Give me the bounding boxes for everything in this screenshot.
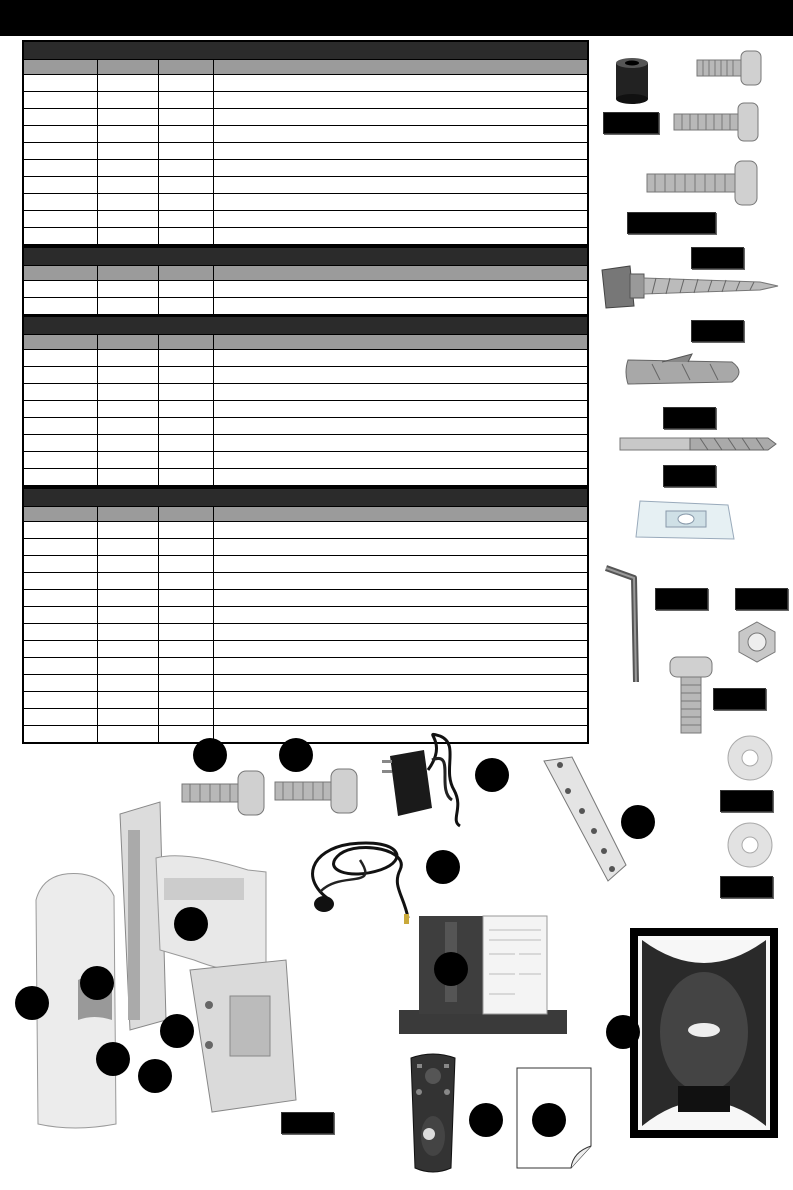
- table-row: [24, 211, 587, 228]
- table-title-bar: [24, 248, 587, 266]
- template-icon: [397, 910, 569, 1036]
- table-row: [24, 298, 587, 314]
- washer-icon: [725, 733, 775, 783]
- table-cell: [98, 726, 159, 742]
- table-cell: [214, 658, 587, 674]
- table-row: [24, 539, 587, 556]
- table-cell: [98, 418, 159, 434]
- table-cell: [98, 658, 159, 674]
- table-row: [24, 228, 587, 244]
- table-row: [24, 556, 587, 573]
- table-cell: [98, 539, 159, 555]
- callout-number: [532, 1103, 566, 1137]
- table-cell: [159, 228, 214, 244]
- table-cell: [159, 658, 214, 674]
- table-cell: [98, 211, 159, 227]
- table-cell: [159, 641, 214, 657]
- table-cell: [159, 75, 214, 91]
- callout-number: [15, 986, 49, 1020]
- table-cell: [214, 607, 587, 623]
- callout-number: [174, 907, 208, 941]
- table-cell: [214, 675, 587, 691]
- callout-number: [434, 952, 468, 986]
- table-cell: [159, 143, 214, 159]
- table-row: [24, 641, 587, 658]
- table-row: [24, 367, 587, 384]
- table-cell: [214, 228, 587, 244]
- table-cell: [214, 194, 587, 210]
- drill-bit-icon: [618, 432, 778, 456]
- table-cell: [159, 607, 214, 623]
- lag-bolt-icon: [600, 262, 780, 312]
- label-box: [603, 112, 659, 134]
- table-cell: [214, 281, 587, 297]
- table-cell: [24, 522, 98, 538]
- table-cell: [98, 367, 159, 383]
- label-box: [691, 320, 744, 342]
- table-row: [24, 709, 587, 726]
- table-cell: [159, 624, 214, 640]
- column-header-row: [24, 507, 587, 522]
- table-cell: [24, 692, 98, 708]
- callout-number: [193, 738, 227, 772]
- table-row: [24, 590, 587, 607]
- hex-key-icon: [600, 560, 650, 688]
- table-cell: [98, 75, 159, 91]
- table-cell: [214, 469, 587, 485]
- spacer-icon: [612, 55, 652, 105]
- parts-table-3: [22, 315, 589, 487]
- parts-table-2: [22, 246, 589, 316]
- table-row: [24, 75, 587, 92]
- table-cell: [159, 367, 214, 383]
- table-cell: [214, 539, 587, 555]
- table-cell: [24, 607, 98, 623]
- label-box: [720, 876, 773, 898]
- table-cell: [159, 160, 214, 176]
- column-header-cell: [98, 60, 159, 74]
- label-box: [627, 212, 716, 234]
- table-cell: [214, 143, 587, 159]
- table-cell: [24, 109, 98, 125]
- column-header-cell: [24, 507, 98, 521]
- label-box: [735, 588, 788, 610]
- table-cell: [98, 624, 159, 640]
- table-cell: [214, 624, 587, 640]
- column-header-cell: [24, 266, 98, 280]
- table-cell: [24, 211, 98, 227]
- table-cell: [24, 92, 98, 108]
- callout-number: [475, 758, 509, 792]
- poster-icon: [628, 926, 780, 1140]
- table-cell: [159, 177, 214, 193]
- table-cell: [24, 624, 98, 640]
- table-row: [24, 452, 587, 469]
- table-cell: [98, 281, 159, 297]
- table-cell: [214, 92, 587, 108]
- table-row: [24, 726, 587, 742]
- column-header-cell: [24, 335, 98, 349]
- column-header-cell: [214, 335, 587, 349]
- table-row: [24, 469, 587, 485]
- table-cell: [214, 522, 587, 538]
- table-row: [24, 109, 587, 126]
- table-cell: [24, 469, 98, 485]
- table-cell: [214, 418, 587, 434]
- table-cell: [24, 418, 98, 434]
- table-title-bar: [24, 317, 587, 335]
- table-title-bar: [24, 42, 587, 60]
- remote-control-icon: [403, 1050, 463, 1178]
- table-cell: [98, 452, 159, 468]
- table-cell: [159, 435, 214, 451]
- table-row: [24, 522, 587, 539]
- table-cell: [98, 469, 159, 485]
- column-header-cell: [159, 60, 214, 74]
- table-row: [24, 401, 587, 418]
- table-cell: [98, 641, 159, 657]
- column-header-cell: [98, 266, 159, 280]
- table-cell: [214, 709, 587, 725]
- table-cell: [159, 109, 214, 125]
- table-cell: [98, 298, 159, 314]
- table-cell: [98, 160, 159, 176]
- table-cell: [98, 109, 159, 125]
- table-row: [24, 418, 587, 435]
- table-cell: [159, 573, 214, 589]
- table-cell: [24, 556, 98, 572]
- table-row: [24, 384, 587, 401]
- table-cell: [24, 675, 98, 691]
- table-cell: [214, 367, 587, 383]
- table-cell: [159, 281, 214, 297]
- table-cell: [159, 298, 214, 314]
- table-cell: [214, 298, 587, 314]
- table-cell: [98, 401, 159, 417]
- table-cell: [24, 126, 98, 142]
- table-cell: [159, 92, 214, 108]
- machine-screw-icon: [668, 655, 714, 737]
- column-header-row: [24, 335, 587, 350]
- table-title-bar: [24, 489, 587, 507]
- table-cell: [214, 384, 587, 400]
- machine-screw-icon: [672, 100, 762, 145]
- column-header-cell: [24, 60, 98, 74]
- table-cell: [214, 556, 587, 572]
- label-box: [281, 1112, 334, 1134]
- table-row: [24, 177, 587, 194]
- table-cell: [24, 658, 98, 674]
- table-cell: [24, 401, 98, 417]
- table-cell: [214, 160, 587, 176]
- table-cell: [24, 709, 98, 725]
- table-cell: [159, 384, 214, 400]
- column-header-cell: [159, 507, 214, 521]
- table-row: [24, 435, 587, 452]
- table-cell: [214, 573, 587, 589]
- table-cell: [24, 75, 98, 91]
- callout-number: [80, 966, 114, 1000]
- table-cell: [98, 522, 159, 538]
- callout-number: [160, 1014, 194, 1048]
- table-cell: [98, 143, 159, 159]
- column-header-cell: [159, 335, 214, 349]
- table-cell: [159, 418, 214, 434]
- table-cell: [214, 75, 587, 91]
- table-row: [24, 624, 587, 641]
- column-header-cell: [98, 507, 159, 521]
- table-row: [24, 692, 587, 709]
- table-cell: [214, 692, 587, 708]
- table-cell: [159, 452, 214, 468]
- column-header-cell: [98, 335, 159, 349]
- table-row: [24, 607, 587, 624]
- table-row: [24, 658, 587, 675]
- table-cell: [98, 92, 159, 108]
- table-cell: [98, 556, 159, 572]
- label-box: [713, 688, 766, 710]
- table-cell: [159, 709, 214, 725]
- table-cell: [24, 452, 98, 468]
- table-cell: [24, 194, 98, 210]
- table-cell: [214, 109, 587, 125]
- table-row: [24, 126, 587, 143]
- table-cell: [214, 126, 587, 142]
- table-cell: [24, 298, 98, 314]
- table-cell: [214, 641, 587, 657]
- callout-number: [426, 850, 460, 884]
- table-cell: [98, 228, 159, 244]
- column-header-row: [24, 60, 587, 75]
- table-cell: [159, 194, 214, 210]
- column-header-cell: [214, 266, 587, 280]
- table-cell: [24, 641, 98, 657]
- table-row: [24, 194, 587, 211]
- power-adapter-icon: [380, 730, 470, 830]
- table-cell: [159, 522, 214, 538]
- table-cell: [24, 228, 98, 244]
- table-cell: [159, 211, 214, 227]
- callout-number: [606, 1015, 640, 1049]
- table-cell: [98, 384, 159, 400]
- callout-number: [621, 805, 655, 839]
- table-cell: [214, 435, 587, 451]
- table-cell: [98, 573, 159, 589]
- table-cell: [159, 556, 214, 572]
- table-cell: [24, 726, 98, 742]
- callout-number: [96, 1042, 130, 1076]
- table-cell: [214, 452, 587, 468]
- table-cell: [24, 435, 98, 451]
- table-cell: [214, 590, 587, 606]
- table-cell: [159, 126, 214, 142]
- table-row: [24, 92, 587, 109]
- table-cell: [24, 350, 98, 366]
- table-cell: [159, 675, 214, 691]
- table-cell: [98, 435, 159, 451]
- table-row: [24, 281, 587, 298]
- label-box: [663, 407, 716, 429]
- table-cell: [214, 401, 587, 417]
- table-cell: [159, 350, 214, 366]
- table-cell: [24, 177, 98, 193]
- table-cell: [98, 692, 159, 708]
- table-cell: [98, 194, 159, 210]
- hex-nut-icon: [735, 620, 779, 664]
- wall-anchor-icon: [622, 350, 752, 395]
- table-cell: [98, 590, 159, 606]
- table-cell: [98, 709, 159, 725]
- machine-screw-icon: [695, 48, 765, 88]
- table-cell: [159, 469, 214, 485]
- table-cell: [98, 350, 159, 366]
- label-box: [663, 465, 716, 487]
- callout-number: [469, 1103, 503, 1137]
- table-cell: [98, 126, 159, 142]
- bubble-level-icon: [630, 495, 742, 547]
- table-cell: [159, 692, 214, 708]
- table-cell: [98, 607, 159, 623]
- header-bar: [0, 0, 793, 36]
- table-cell: [24, 143, 98, 159]
- table-cell: [24, 539, 98, 555]
- table-cell: [24, 281, 98, 297]
- table-cell: [24, 573, 98, 589]
- table-cell: [159, 590, 214, 606]
- parts-table-1: [22, 40, 589, 246]
- column-header-cell: [159, 266, 214, 280]
- table-cell: [98, 177, 159, 193]
- table-cell: [159, 539, 214, 555]
- table-row: [24, 160, 587, 177]
- table-cell: [214, 177, 587, 193]
- column-header-cell: [214, 60, 587, 74]
- machine-screw-icon: [645, 158, 760, 208]
- table-cell: [24, 367, 98, 383]
- parts-table-4: [22, 487, 589, 744]
- column-header-cell: [214, 507, 587, 521]
- washer-icon: [725, 820, 775, 870]
- table-cell: [24, 160, 98, 176]
- callout-number: [138, 1059, 172, 1093]
- table-cell: [214, 350, 587, 366]
- table-row: [24, 143, 587, 160]
- table-row: [24, 675, 587, 692]
- table-row: [24, 573, 587, 590]
- table-cell: [214, 211, 587, 227]
- column-header-row: [24, 266, 587, 281]
- label-box: [655, 588, 708, 610]
- table-cell: [98, 675, 159, 691]
- table-row: [24, 350, 587, 367]
- table-cell: [24, 384, 98, 400]
- mounting-plate-icon: [538, 755, 633, 885]
- table-cell: [159, 401, 214, 417]
- label-box: [720, 790, 773, 812]
- table-cell: [24, 590, 98, 606]
